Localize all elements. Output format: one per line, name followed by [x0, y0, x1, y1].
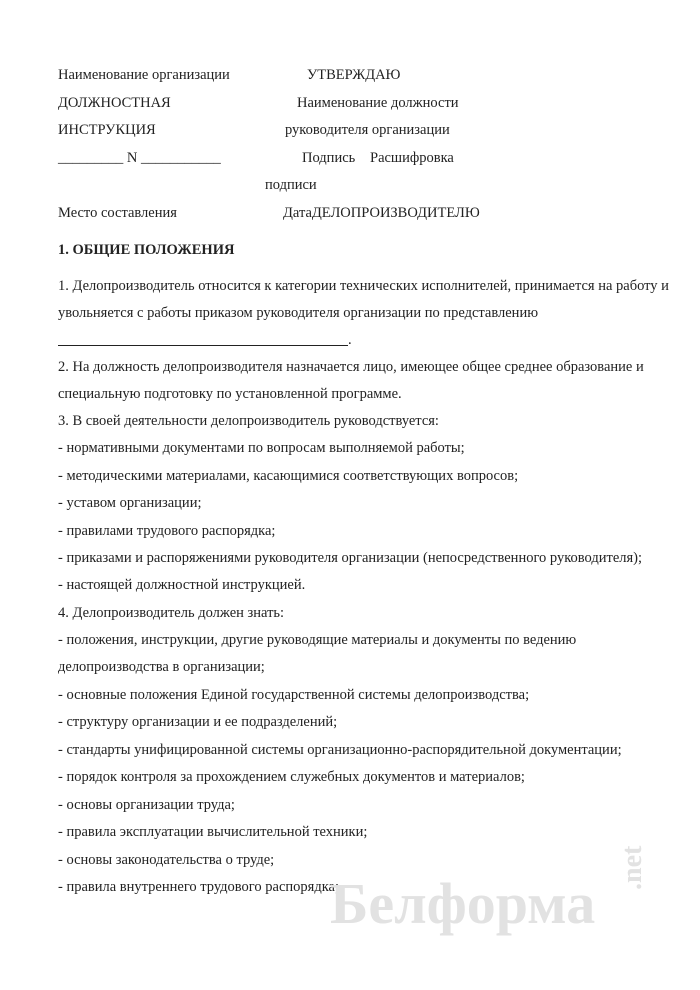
- list-item: - стандарты унифицированной системы организационно-распорядительной документации;: [58, 742, 622, 758]
- watermark-brand: Белформа: [330, 871, 596, 936]
- place-label: Место составления: [58, 205, 177, 221]
- list-item: - правила эксплуатации вычислительной техники;: [58, 824, 368, 840]
- list-item: - нормативными документами по вопросам выполняемой работы;: [58, 440, 465, 456]
- signature-label: Подпись: [302, 150, 356, 166]
- body-line: специальную подготовку по установленной программе.: [58, 386, 402, 402]
- head-position-line1: Наименование должности: [297, 95, 459, 111]
- watermark-suffix: .net: [617, 845, 648, 890]
- list-item: - структуру организации и ее подразделений;: [58, 714, 338, 730]
- list-item: - правила внутреннего трудового распорядка;: [58, 879, 339, 895]
- body-line: 2. На должность делопроизводителя назначается лицо, имеющее общее среднее образование и: [58, 359, 644, 375]
- org-name-label: Наименование организации: [58, 67, 230, 83]
- list-item: - основы организации труда;: [58, 797, 235, 813]
- body-line: 4. Делопроизводитель должен знать:: [58, 605, 285, 621]
- fill-in-line: [58, 345, 348, 346]
- list-item: - положения, инструкции, другие руководящие материалы и документы по ведению: [58, 632, 577, 648]
- section-heading: 1. ОБЩИЕ ПОЛОЖЕНИЯ: [58, 242, 235, 258]
- body-line: увольняется с работы приказом руководителя организации по представлению: [58, 305, 539, 321]
- list-item: - основные положения Единой государственной системы делопроизводства;: [58, 687, 530, 703]
- approve-stamp-label: УТВЕРЖДАЮ: [307, 67, 401, 83]
- list-item: - приказами и распоряжениями руководителя организации (непосредственного руководителя);: [58, 550, 643, 566]
- list-item: - методическими материалами, касающимися соответствующих вопросов;: [58, 468, 519, 484]
- fill-in-line-period: .: [348, 332, 352, 348]
- doc-type-line1: ДОЛЖНОСТНАЯ: [58, 95, 171, 111]
- list-item-continuation: делопроизводства в организации;: [58, 659, 265, 675]
- head-position-line2: руководителя организации: [285, 122, 450, 138]
- date-title-label: ДатаДЕЛОПРОИЗВОДИТЕЛЮ: [283, 205, 480, 221]
- decoding-label: Расшифровка: [370, 150, 454, 166]
- doc-type-line2: ИНСТРУКЦИЯ: [58, 122, 156, 138]
- body-line: 3. В своей деятельности делопроизводитель руководствуется:: [58, 413, 439, 429]
- list-item: - настоящей должностной инструкцией.: [58, 577, 306, 593]
- decoding-label-line2: подписи: [265, 177, 317, 193]
- doc-number-field: _________ N ___________: [58, 150, 221, 166]
- body-line: 1. Делопроизводитель относится к категории технических исполнителей, принимается на работу и: [58, 278, 669, 294]
- list-item: - уставом организации;: [58, 495, 202, 511]
- list-item: - основы законодательства о труде;: [58, 852, 275, 868]
- list-item: - правилами трудового распорядка;: [58, 523, 276, 539]
- list-item: - порядок контроля за прохождением служебных документов и материалов;: [58, 769, 525, 785]
